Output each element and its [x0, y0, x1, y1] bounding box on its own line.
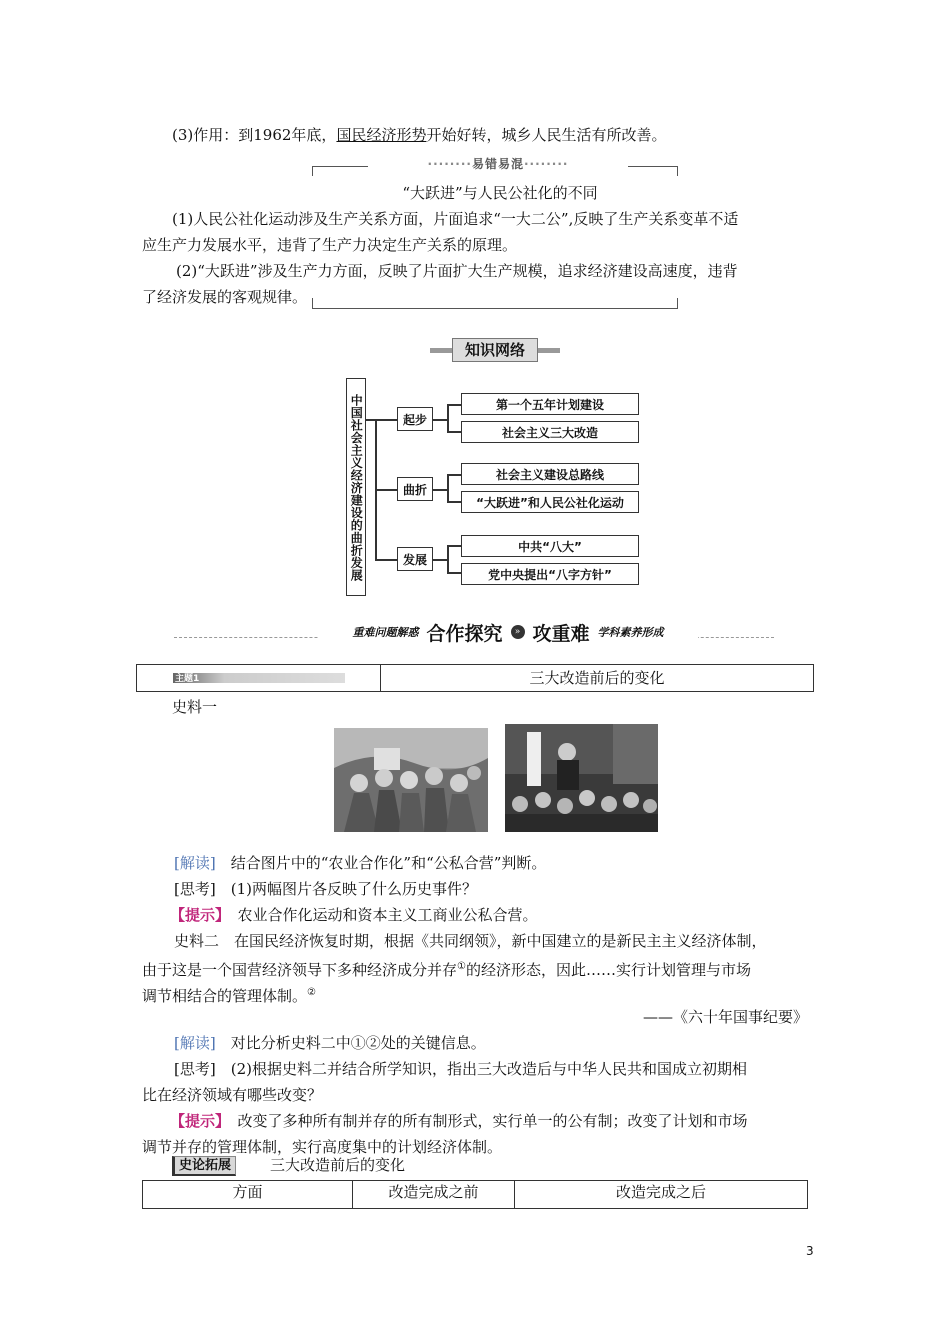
banner-right: 学科素养形成	[597, 626, 664, 639]
mistake-label: ········易错易混········	[368, 155, 628, 173]
item-first-five-year-plan: 第一个五年计划建设	[461, 393, 639, 415]
section-banner	[318, 619, 698, 645]
effect-prefix: (3)作用：到1962年底，	[172, 126, 337, 144]
think2-l1: [思考] (2)根据史料二并结合所学知识，指出三大改造后与中华人民共和国成立初期相	[174, 1060, 747, 1078]
group-fazhan: 发展	[397, 547, 433, 571]
mistake-p1-l1: (1)人民公社化运动涉及生产关系方面，片面追求“一大二公”,反映了生产关系变革不适	[172, 210, 739, 228]
mistake-title: “大跃进”与人民公社化的不同	[402, 184, 598, 202]
banner-left: 重难问题解惑	[352, 626, 419, 639]
hint1: 【提示】 农业合作化运动和资本主义工商业公私合营。	[170, 906, 538, 924]
item-general-line: 社会主义建设总路线	[461, 463, 639, 485]
th-aspect: 方面	[143, 1181, 353, 1208]
banner-arrow-icon: »	[511, 625, 525, 639]
think1: [思考] (1)两幅图片各反映了什么历史事件？	[174, 880, 477, 898]
banner-main1: 合作探究	[426, 622, 503, 645]
topic-tag: 主题1	[175, 674, 200, 684]
banner-main2: 攻重难	[532, 622, 590, 645]
item-great-leap: “大跃进”和人民公社化运动	[461, 491, 639, 513]
interp2: [解读] 对比分析史料二中①②处的关键信息。	[174, 1034, 486, 1052]
source2-l3: 调节相结合的管理体制。②	[142, 987, 316, 1005]
effect-suffix: 开始好转，城乡人民生活有所改善。	[426, 126, 667, 144]
page-number: 3	[806, 1244, 814, 1258]
mistake-p1-l2: 应生产力发展水平，违背了生产力决定生产关系的原理。	[142, 236, 518, 254]
item-eighth-congress: 中共“八大”	[461, 535, 639, 557]
mistake-p2-l2: 了经济发展的客观规律。	[142, 288, 308, 306]
source2-l2: 由于这是一个国营经济领导下多种经济成分并存①的经济形态，因此……实行计划管理与市场	[142, 961, 751, 979]
photo-agricultural-cooperation	[334, 728, 488, 832]
source1-label: 史料一	[172, 698, 218, 716]
extension-text: 三大改造前后的变化	[270, 1156, 406, 1174]
hint2-l2: 调节并存的管理体制，实行高度集中的计划经济体制。	[142, 1138, 503, 1156]
source2-cite: ——《六十年国事纪要》	[642, 1008, 808, 1026]
photo-public-private-partnership	[505, 724, 658, 832]
group-qibu: 起步	[397, 407, 433, 431]
effect-line	[172, 122, 852, 148]
item-three-transformations: 社会主义三大改造	[461, 421, 639, 443]
network-header: 知识网络	[430, 338, 560, 362]
interp1: [解读] 结合图片中的“农业合作化”和“公私合营”判断。	[174, 854, 547, 872]
th-before: 改造完成之前	[353, 1181, 515, 1208]
effect-underlined: 国民经济形势	[336, 126, 427, 144]
think2-l2: 比在经济领域有哪些改变？	[142, 1086, 323, 1104]
comparison-table	[142, 1180, 808, 1209]
topic-title: 三大改造前后的变化	[529, 669, 665, 687]
mistake-p2-l1: (2)“大跃进”涉及生产力方面，反映了片面扩大生产规模，追求经济建设高速度，违背	[176, 262, 738, 280]
source2-l1: 史料二 在国民经济恢复时期，根据《共同纲领》，新中国建立的是新民主主义经济体制，	[174, 932, 767, 950]
hint2-l1: 【提示】 改变了多种所有制并存的所有制形式，实行单一的公有制；改变了计划和市场	[170, 1112, 748, 1130]
group-quzhe: 曲折	[397, 477, 433, 501]
network-root: 中国社会主义经济建设的曲折发展	[346, 378, 366, 596]
th-after: 改造完成之后	[615, 1183, 706, 1201]
topic-table	[136, 664, 814, 692]
item-eight-char-policy: 党中央提出“八字方针”	[461, 563, 639, 585]
extension-tag: 史论拓展	[172, 1156, 236, 1176]
